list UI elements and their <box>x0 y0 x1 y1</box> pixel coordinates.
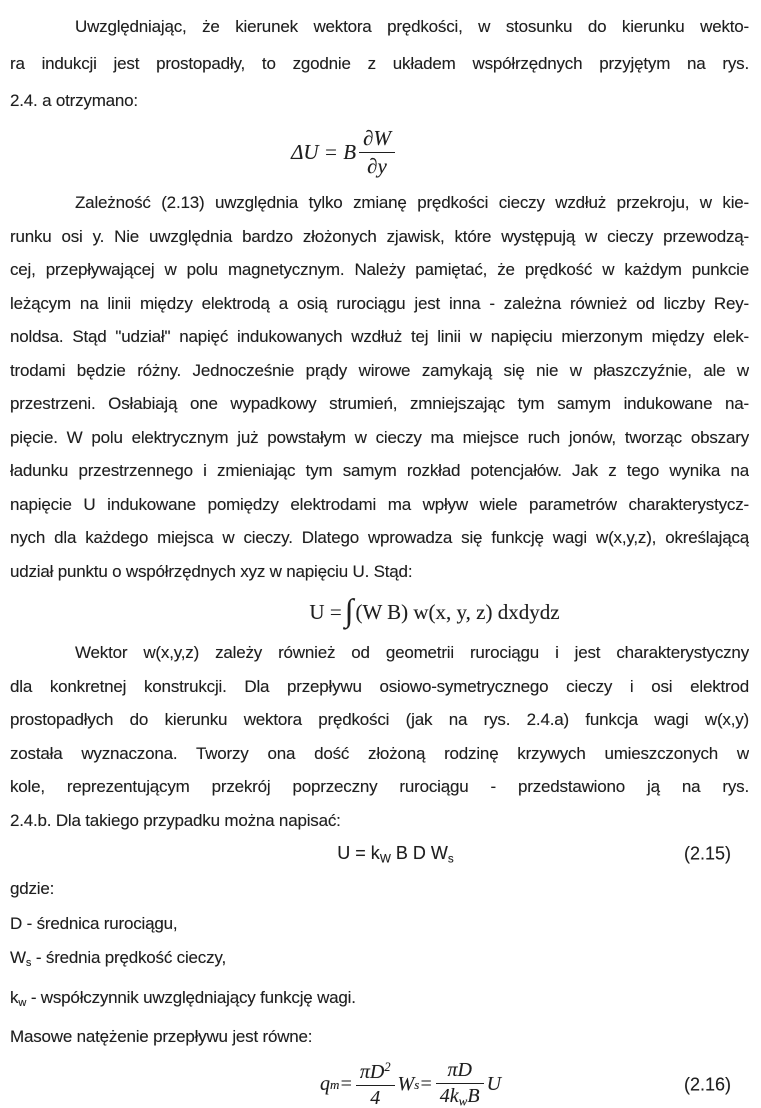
definition-kw-text: - współczynnik uwzględniający funkcję wagi. <box>26 987 356 1007</box>
fraction-numerator: πD <box>436 1059 484 1084</box>
equation-delta-u-lhs: ΔU = B <box>291 139 357 164</box>
equation-delta-u <box>0 121 714 183</box>
paragraph-2-line: udział punktu o współrzędnych xyz w napięciu U. Stąd: <box>10 561 413 581</box>
equation-2-16 <box>10 1055 749 1108</box>
paragraph-1 <box>10 8 749 119</box>
superscript-2: 2 <box>384 1059 391 1074</box>
paragraph-2-line: Zależność (2.13) uwzględnia tylko zmianę prędkości cieczy wzdłuż przekroju, w kie- <box>75 193 749 212</box>
equation-number-2-16: (2.16) <box>683 1074 731 1095</box>
fraction-pi-d-4kwb <box>436 1059 484 1108</box>
definitions-section <box>10 872 749 1055</box>
symbol-kw: k <box>10 987 19 1007</box>
paragraph-2-line: napięcie U indukowane pomiędzy elektrodami ma wpływ wiele parametrów charakterystycz- <box>10 494 749 514</box>
equation-2-15 <box>10 839 749 869</box>
subscript-w: W <box>379 852 391 866</box>
paragraph-2-line: pięcie. W polu elektrycznym już powstałym w cieczy ma miejsce ruch jonów, tworząc obszary <box>10 427 749 447</box>
equation-2-16-w: W <box>397 1073 415 1096</box>
equation-2-16-u: U <box>486 1073 502 1096</box>
paragraph-2-line: leżącym na linii między elektrodą a osią rurociągu jest inna - zależna również od liczby Rey- <box>10 293 749 313</box>
fraction-numerator: ∂W <box>359 126 395 152</box>
equation-2-15-mid: B D W <box>390 842 448 863</box>
paragraph-2-line: ładunku przestrzennego i zmieniając tym samym rozkład potencjałów. Jak z tego wynika na <box>10 461 749 480</box>
equation-number-2-15: (2.15) <box>683 843 731 864</box>
equation-2-16-q: q <box>319 1073 330 1096</box>
fraction-pi-d2-4 <box>356 1060 395 1108</box>
paragraph-3-line: Wektor w(x,y,z) zależy również od geometrii rurociągu i jest charakterystyczny <box>75 643 749 662</box>
subscript-w: w <box>18 996 27 1009</box>
fraction-denominator: 4 <box>370 1086 381 1108</box>
equation-integral <box>65 590 761 634</box>
paragraph-2-line: nych dla każdego miejsca w cieczy. Dlatego wprowadza się funkcję wagi w(x,y,z), określającą <box>10 528 749 547</box>
fraction-dw-dy <box>359 126 395 177</box>
symbol-ws: W <box>10 948 26 967</box>
paragraph-2-line: przestrzeni. Osłabiają one wypadkowy strumień, zmniejszając tym samym indukowane na- <box>10 394 749 413</box>
subscript-s: s <box>414 1076 420 1092</box>
subscript-m: m <box>329 1076 340 1092</box>
paragraph-1-line: ra indukcji jest prostopadły, to zgodnie z układem współrzędnych przyjętym na rys. <box>10 54 749 73</box>
fraction-numerator: $\pi D^2$ <box>356 1060 395 1086</box>
paragraph-3-line: została wyznaczona. Tworzy ona dość złożoną rodzinę krzywych umieszczonych w <box>10 743 749 763</box>
paragraph-1-line: 2.4. a otrzymano: <box>10 91 138 110</box>
equals-sign: = <box>419 1073 433 1096</box>
subscript-s: s <box>25 957 32 970</box>
equals-sign: = <box>339 1073 353 1096</box>
equation-integral-lhs: U = <box>309 599 342 624</box>
paragraph-2 <box>10 186 749 588</box>
equation-integral-body: (W B) w(x, y, z) dxdydz <box>355 599 560 624</box>
paragraph-3-line: 2.4.b. Dla takiego przypadku można napisać: <box>10 810 341 830</box>
definitions-intro: gdzie: <box>10 879 55 898</box>
paragraph-2-line: trodami będzie różny. Jednocześnie prądy wirowe zamykają się nie w płaszczyźnie, ale w <box>10 360 749 380</box>
definition-kw <box>10 981 749 1021</box>
paragraph-2-line: cej, przepływającej w polu magnetycznym. Należy pamiętać, że prędkość w każdym punkcie <box>10 260 749 279</box>
fraction-denominator: ∂y <box>367 153 387 178</box>
subscript-s: s <box>447 852 454 866</box>
mass-flow-intro: Masowe natężenie przepływu jest równe: <box>10 1027 313 1047</box>
equation-2-15-pre: U = k <box>337 842 380 863</box>
paragraph-2-line: noldsa. Stąd "udział" napięć indukowanych wzdłuż tej linii w napięciu mierzonym między elek- <box>10 327 749 346</box>
paragraph-3-line: kole, reprezentującym przekrój poprzeczny rurociągu - przedstawiono ją na rys. <box>10 777 749 796</box>
paragraph-3-line: prostopadłych do kierunku wektora prędkości (jak na rys. 2.4.a) funkcja wagi w(x,y) <box>10 710 749 729</box>
paragraph-3 <box>10 636 749 837</box>
paragraph-3-line: dla konkretnej konstrukcji. Dla przepływu osiowo-symetrycznego cieczy i osi elektrod <box>10 676 749 696</box>
fraction-denominator: $4k_wB$ <box>439 1085 480 1108</box>
subscript-w: w <box>458 1094 468 1108</box>
integral-icon: ∫ <box>344 592 354 628</box>
definition-ws <box>10 941 749 981</box>
paragraph-1-line: Uwzględniając, że kierunek wektora prędkości, w stosunku do kierunku wekto- <box>75 17 749 36</box>
definition-ws-text: - średnia prędkość cieczy, <box>31 948 226 967</box>
definition-d: D - średnica rurociągu, <box>10 913 178 933</box>
paragraph-2-line: runku osi y. Nie uwzględnia bardzo złożonych zjawisk, które występują w cieczy przewodzą- <box>10 226 749 246</box>
